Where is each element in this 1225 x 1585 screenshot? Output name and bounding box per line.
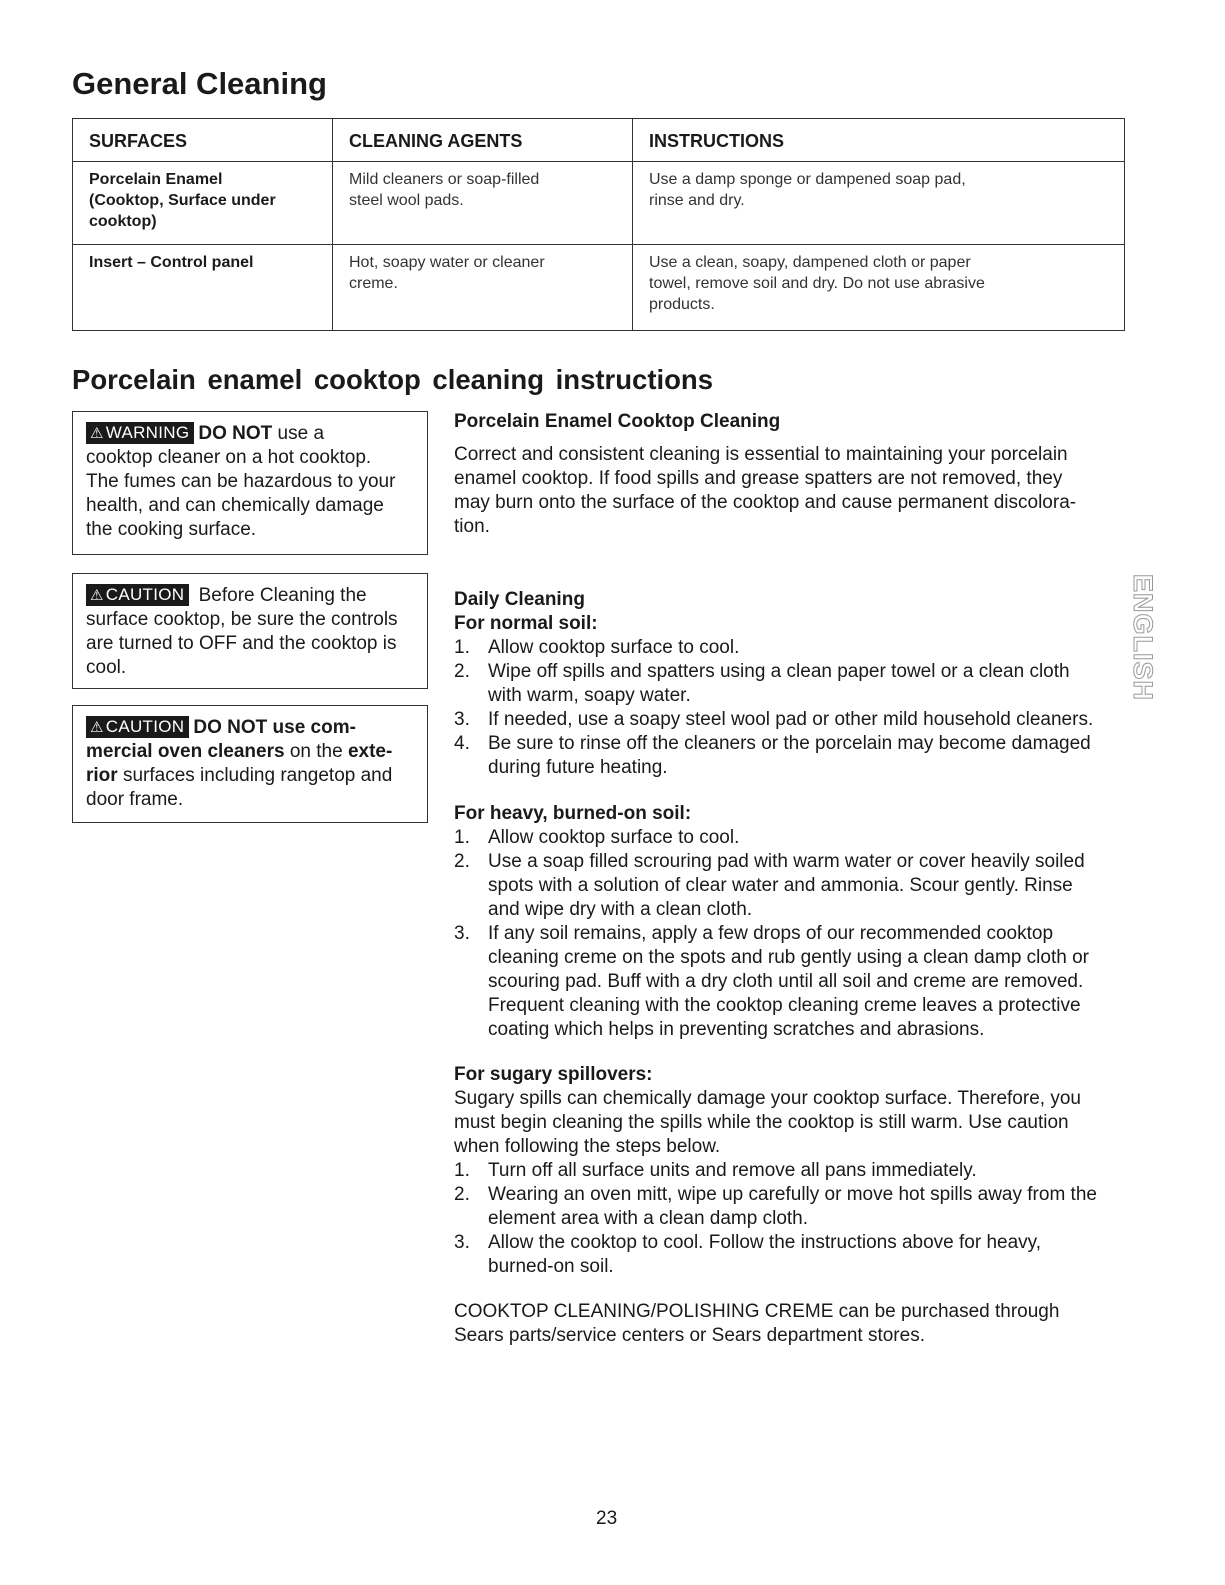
normal-soil-heading: For normal soil: — [454, 613, 598, 634]
daily-cleaning-section — [454, 588, 1119, 780]
instructions-cell: Use a clean, soapy, dampened cloth or paper towel, remove soil and dry. Do not use abrasive products. — [633, 245, 1125, 331]
warning-triangle-icon: ⚠ — [90, 719, 104, 736]
warning-badge: ⚠ WARNING — [86, 422, 194, 444]
column-header-surfaces: SURFACES — [73, 119, 333, 162]
caution-box: ⚠ CAUTION DO NOT use com- mercial oven cleaners on the exte- rior surfaces including rangetop and door frame. — [72, 705, 428, 823]
instructions-cell: Use a damp sponge or dampened soap pad, rinse and dry. — [633, 162, 1125, 245]
intro-heading: Porcelain Enamel Cooktop Cleaning — [454, 411, 781, 432]
heavy-soil-heading: For heavy, burned-on soil: — [454, 803, 692, 824]
sugary-spillovers-steps — [454, 1159, 1119, 1279]
list-item: 1. Allow cooktop surface to cool. — [454, 827, 740, 848]
warning-box: ⚠ WARNING DO NOT use a cooktop cleaner on a hot cooktop. The fumes can be hazardous to your health, and can chemically damage the cooking surface. — [72, 411, 428, 555]
list-item: 3. Allow the cooktop to cool. Follow the instructions above for heavy, burned-on soil. — [454, 1232, 1042, 1277]
surface-cell: Porcelain Enamel (Cooktop, Surface under cooktop) — [73, 162, 333, 245]
list-item: 3. If any soil remains, apply a few drops of our recommended cooktop cleaning creme on the spots and rub gently using a clean damp cloth or scouring pad. Buff with a dry cloth until all soil and creme are removed. Frequent cleaning with the cooktop cleaning creme leaves a protective coating which helps in preventing scratches and abrasions. — [454, 923, 1089, 1040]
table-header-row — [73, 119, 1125, 162]
surface-cell: Insert – Control panel — [73, 245, 333, 331]
list-item: 1. Turn off all surface units and remove all pans immediately. — [454, 1160, 977, 1181]
table-row — [73, 245, 1125, 331]
list-item: 2. Wipe off spills and spatters using a clean paper towel or a clean cloth with warm, soapy water. — [454, 661, 1070, 706]
caution-box: ⚠ CAUTION Before Cleaning the surface cooktop, be sure the controls are turned to OFF and the cooktop is cool. — [72, 573, 428, 689]
language-side-label: ENGLISH — [1127, 573, 1158, 701]
section-title: Porcelain enamel cooktop cleaning instructions — [72, 364, 714, 395]
list-item: 2. Use a soap filled scrouring pad with warm water or cover heavily soiled spots with a solution of clear water and ammonia. Scour gently. Rinse and wipe dry with a clean cloth. — [454, 851, 1085, 920]
intro-section: Porcelain Enamel Cooktop Cleaning Correct and consistent cleaning is essential to maintaining your porcelain enamel cooktop. If food spills and grease spatters are not removed, they may burn onto the surface of the cooktop and cause permanent discolora- tion. — [454, 410, 1119, 539]
list-item: 2. Wearing an oven mitt, wipe up carefully or move hot spills away from the element area with a clean damp cloth. — [454, 1184, 1097, 1229]
column-header-cleaning-agents: CLEANING AGENTS — [333, 119, 633, 162]
page-title: General Cleaning — [72, 66, 327, 101]
column-header-instructions: INSTRUCTIONS — [633, 119, 1125, 162]
list-item: 4. Be sure to rinse off the cleaners or the porcelain may become damaged during future heating. — [454, 733, 1091, 778]
sugary-spillovers-section: For sugary spillovers: Sugary spills can chemically damage your cooktop surface. Therefore, you must begin cleaning the spills while the cooktop is still warm. Use caution when following the steps below. 1. Turn off all surface units and remove all pans immediately. 2. Wearing an oven mitt, wipe up carefully or move hot spills away from the element area with a clean damp cloth. 3. Allow the cooktop to cool. Follow the instructions above for heavy, burned-on soil. — [454, 1063, 1119, 1279]
list-item: 1. Allow cooktop surface to cool. — [454, 637, 740, 658]
heavy-soil-steps — [454, 826, 1119, 1042]
caution-badge: ⚠ CAUTION — [86, 716, 189, 738]
warning-triangle-icon: ⚠ — [90, 587, 104, 604]
table-row — [73, 162, 1125, 245]
caution-badge: ⚠ CAUTION — [86, 584, 189, 606]
purchase-note: COOKTOP CLEANING/POLISHING CREME can be purchased through Sears parts/service centers or Sears department stores. — [454, 1301, 1060, 1346]
warning-triangle-icon: ⚠ — [90, 425, 104, 442]
daily-cleaning-heading: Daily Cleaning — [454, 589, 585, 610]
cleaning-agent-cell: Mild cleaners or soap-filled steel wool pads. — [333, 162, 633, 245]
cleaning-agent-cell: Hot, soapy water or cleaner creme. — [333, 245, 633, 331]
normal-soil-steps — [454, 636, 1119, 780]
general-cleaning-table — [72, 118, 1125, 331]
heavy-soil-section — [454, 802, 1119, 1042]
list-item: 3. If needed, use a soapy steel wool pad or other mild household cleaners. — [454, 709, 1094, 730]
page-number: 23 — [596, 1508, 618, 1529]
sugary-spillovers-heading: For sugary spillovers: — [454, 1064, 653, 1085]
